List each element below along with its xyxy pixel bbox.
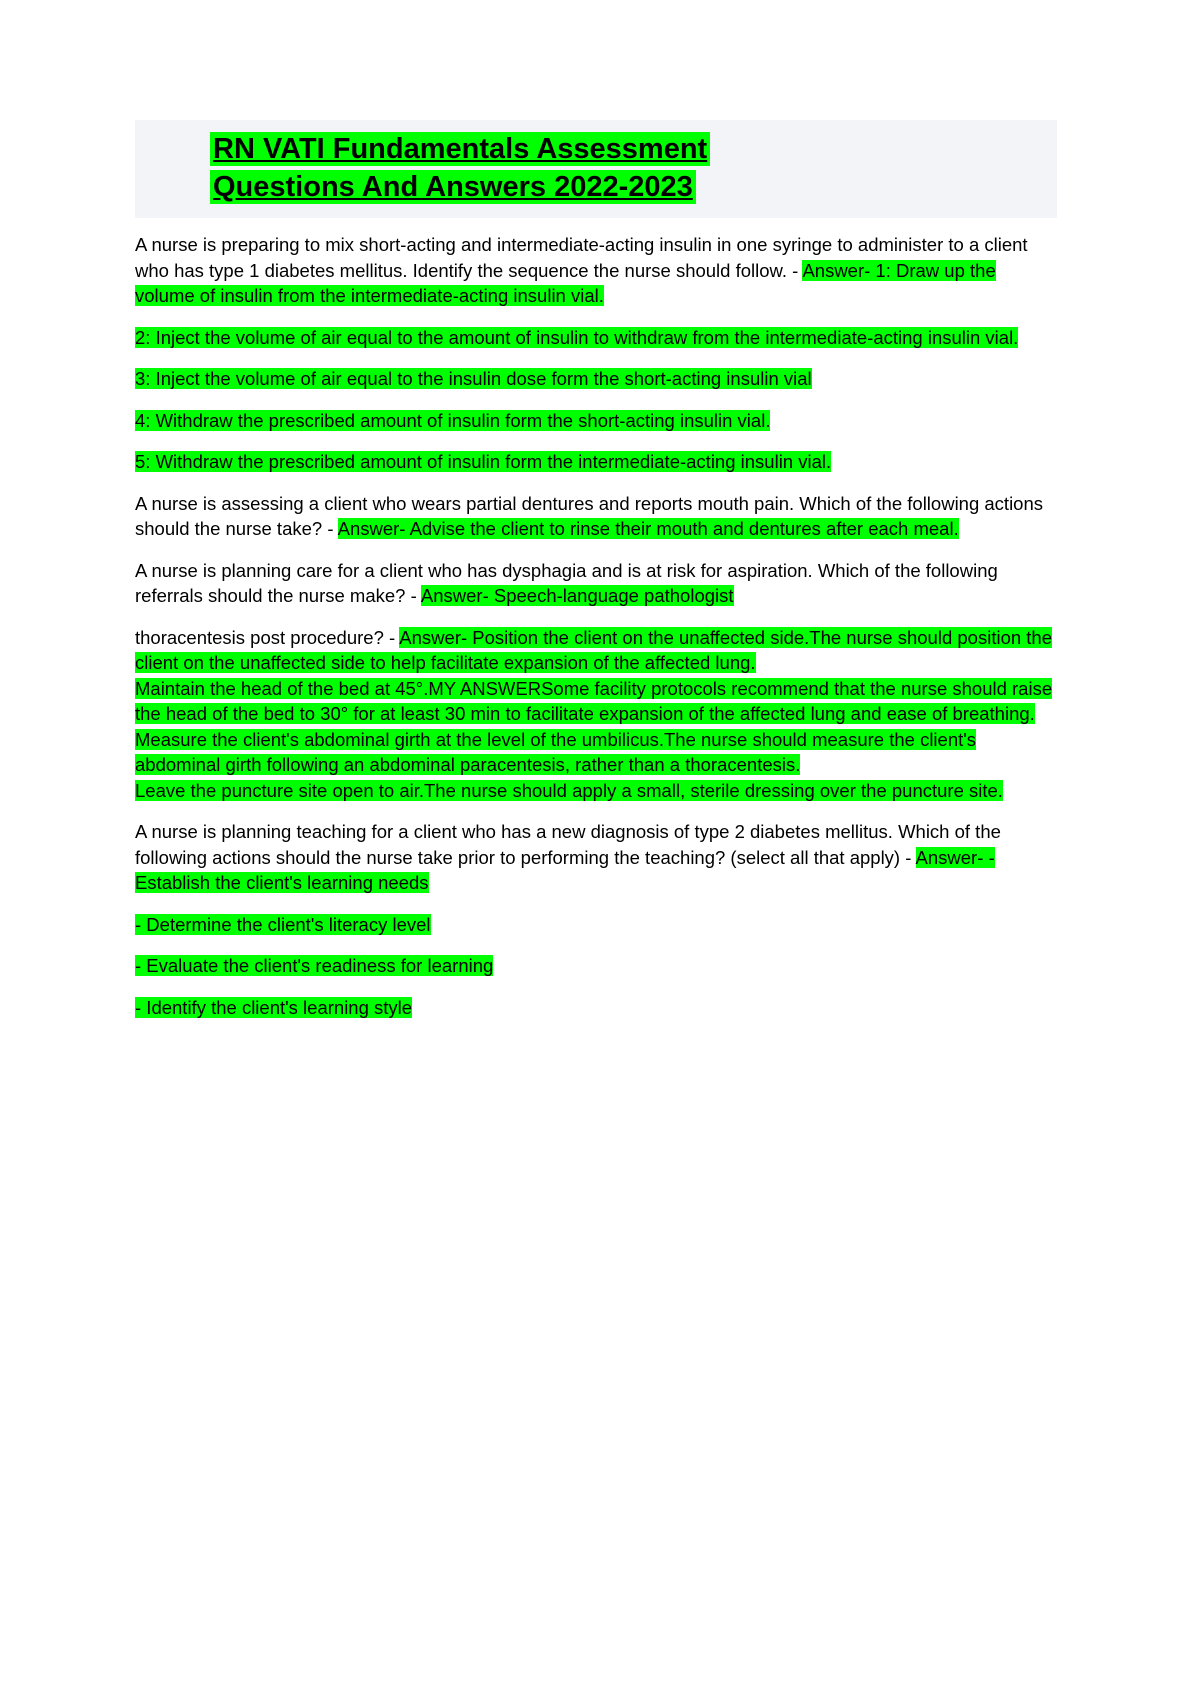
qa-block-q5-c	[135, 953, 1057, 979]
answer-text: - Evaluate the client's readiness for learning	[135, 955, 494, 976]
title-line-2-text: Questions And Answers 2022-2023	[210, 170, 696, 204]
answer-text: - Determine the client's literacy level	[135, 913, 431, 935]
answer-text: Answer- Position the client on the unaffected side.The nurse should position the client on the unaffected side to help facilitate expansion of the affected lung.	[135, 626, 1052, 673]
title-line-1	[135, 130, 1057, 168]
qa-block-q1-step5	[135, 449, 1057, 475]
qa-block-q4-c	[135, 727, 1057, 778]
answer-text: Leave the puncture site open to air.The nurse should apply a small, sterile dressing over the puncture site.	[135, 779, 1003, 801]
answer-text: Answer- - Establish the client's learning needs	[135, 846, 995, 893]
document-content	[135, 120, 1057, 1036]
answer-text: 5: Withdraw the prescribed amount of insulin form the intermediate-acting insulin vial.	[135, 451, 832, 472]
answer-text: Maintain the head of the bed at 45°.MY ANSWERSome facility protocols recommend that the nurse should raise the head of the bed to 30° for at least 30 min to facilitate expansion of the affected lung and ease of breathing.	[135, 677, 1053, 724]
question-text: A nurse is preparing to mix short-acting and intermediate-acting insulin in one syringe to administer to a client who has type 1 diabetes mellitus. Identify the sequence the nurse should follow. -	[135, 234, 1028, 281]
qa-block-q4-b	[135, 676, 1057, 727]
answer-text: Answer- Advise the client to rinse their mouth and dentures after each meal.	[337, 518, 959, 539]
document-title	[135, 120, 1057, 218]
question-text: thoracentesis post procedure? -	[135, 626, 400, 648]
qa-block-q2	[135, 491, 1057, 542]
qa-block-q1-step2	[135, 325, 1057, 351]
qa-block-q5-d	[135, 995, 1057, 1021]
answer-text: Measure the client's abdominal girth at the level of the umbilicus.The nurse should measure the client's abdominal girth following an abdominal paracentesis, rather than a thoracentesis.	[135, 728, 977, 775]
qa-block-q1-step3	[135, 366, 1057, 392]
answer-text: Answer- 1: Draw up the volume of insulin from the intermediate-acting insulin vial.	[135, 259, 996, 306]
qa-block-q5-b	[135, 912, 1057, 938]
qa-block-q1-step4	[135, 408, 1057, 434]
question-text: A nurse is assessing a client who wears partial dentures and reports mouth pain. Which of the following actions should the nurse take? -	[135, 492, 1044, 539]
title-line-2	[135, 168, 1057, 206]
qa-block-q5	[135, 819, 1057, 896]
question-text: A nurse is planning teaching for a client who has a new diagnosis of type 2 diabetes mellitus. Which of the following actions should the nurse take prior to performing the teaching? (select all that apply) -	[135, 821, 1001, 868]
answer-text: 2: Inject the volume of air equal to the amount of insulin to withdraw from the intermediate-acting insulin vial.	[135, 326, 1019, 348]
qa-block-q3	[135, 558, 1057, 609]
answer-text: 4: Withdraw the prescribed amount of insulin form the short-acting insulin vial.	[135, 409, 771, 431]
qa-block-q1	[135, 232, 1057, 309]
answer-text: 3: Inject the volume of air equal to the insulin dose form the short-acting insulin vial	[135, 368, 812, 389]
answer-text: - Identify the client's learning style	[135, 996, 413, 1018]
question-text: A nurse is planning care for a client who has dysphagia and is at risk for aspiration. Which of the following referrals should the nurse make? -	[135, 559, 998, 606]
qa-block-q4-d	[135, 778, 1057, 804]
title-line-1-text: RN VATI Fundamentals Assessment	[210, 132, 710, 166]
answer-text: Answer- Speech-language pathologist	[420, 585, 734, 606]
qa-block-q4	[135, 625, 1057, 676]
